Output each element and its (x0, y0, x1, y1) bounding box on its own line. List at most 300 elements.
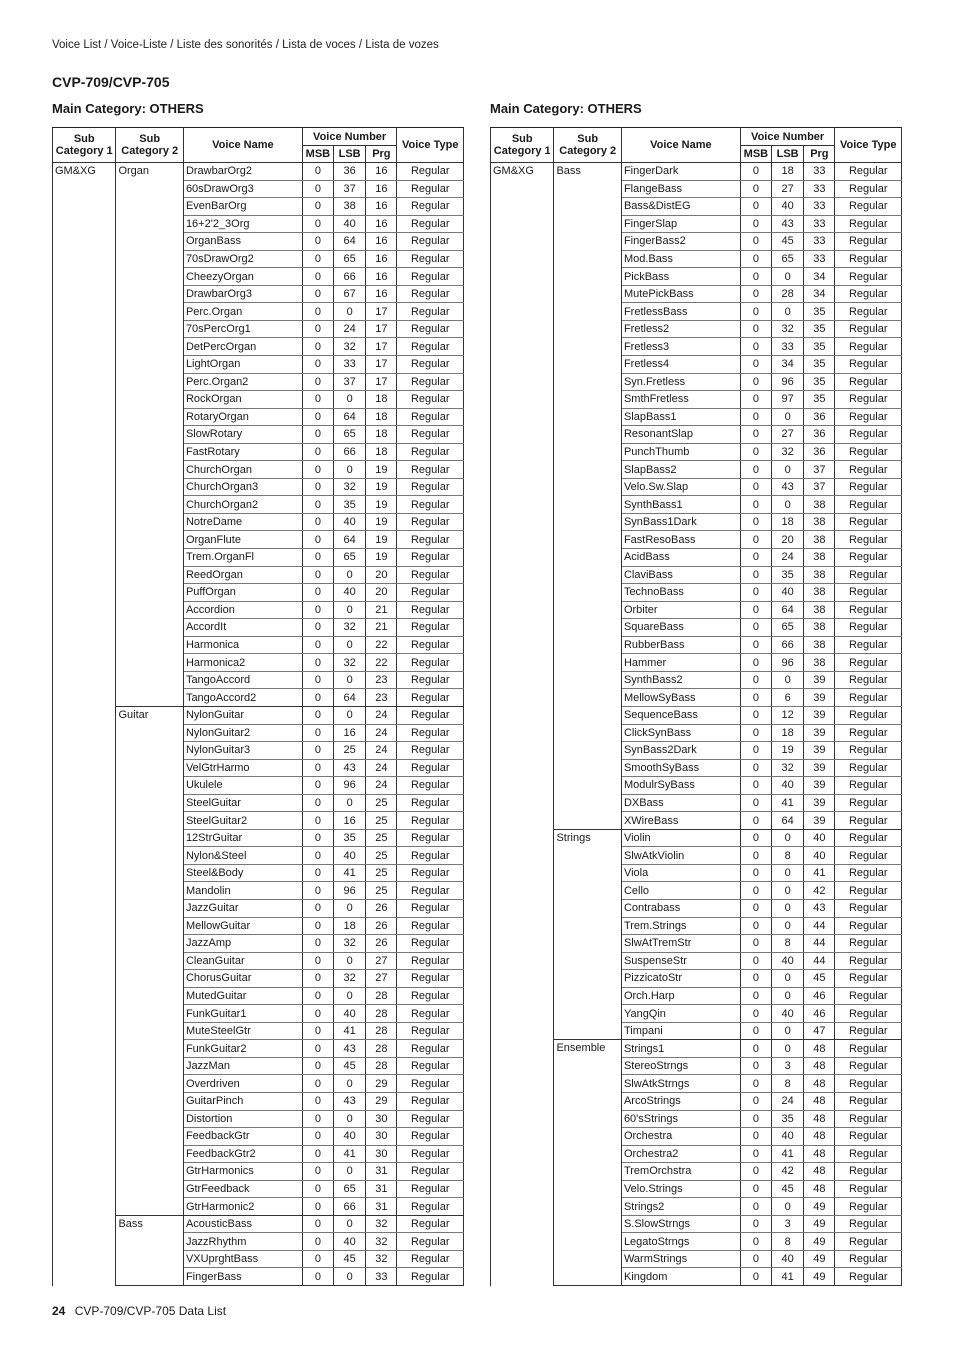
voice-type-cell: Regular (397, 812, 464, 830)
voice-name-cell: Viola (621, 864, 740, 882)
msb-cell: 0 (302, 443, 333, 461)
voice-name-cell: ChorusGuitar (183, 970, 302, 988)
prg-cell: 28 (366, 1040, 397, 1058)
voice-row (53, 163, 464, 181)
msb-cell: 0 (740, 250, 771, 268)
prg-cell: 30 (366, 1128, 397, 1146)
prg-cell: 48 (804, 1163, 835, 1181)
voice-name-cell: GuitarPinch (183, 1092, 302, 1110)
msb-cell: 0 (302, 180, 333, 198)
voice-name-cell: FretlessBass (621, 303, 740, 321)
voice-name-cell: Strings2 (621, 1198, 740, 1216)
msb-cell: 0 (302, 1215, 333, 1233)
lsb-cell: 20 (772, 531, 804, 549)
msb-cell: 0 (740, 794, 771, 812)
main-category-title-left: Main Category: OTHERS (52, 101, 204, 116)
voice-name-cell: EvenBarOrg (183, 198, 302, 216)
prg-cell: 17 (366, 338, 397, 356)
voice-type-cell: Regular (397, 1145, 464, 1163)
msb-cell: 0 (740, 759, 771, 777)
lsb-cell: 32 (334, 478, 366, 496)
lsb-cell: 0 (334, 794, 366, 812)
voice-name-cell: GtrFeedback (183, 1180, 302, 1198)
prg-cell: 46 (804, 987, 835, 1005)
prg-cell: 24 (366, 724, 397, 742)
voice-name-cell: RubberBass (621, 636, 740, 654)
prg-cell: 35 (804, 303, 835, 321)
prg-cell: 48 (804, 1092, 835, 1110)
lsb-cell: 0 (334, 391, 366, 409)
voice-type-cell: Regular (835, 1250, 902, 1268)
lsb-cell: 32 (334, 970, 366, 988)
voice-type-cell: Regular (835, 531, 902, 549)
lsb-cell: 96 (772, 654, 804, 672)
prg-cell: 35 (804, 391, 835, 409)
msb-cell: 0 (740, 163, 771, 181)
voice-name-cell: 60sDrawOrg3 (183, 180, 302, 198)
msb-cell: 0 (740, 847, 771, 865)
voice-type-cell: Regular (835, 882, 902, 900)
voice-name-cell: MuteSteelGtr (183, 1022, 302, 1040)
prg-cell: 17 (366, 373, 397, 391)
lsb-cell: 0 (772, 970, 804, 988)
msb-cell: 0 (740, 1128, 771, 1146)
prg-cell: 38 (804, 654, 835, 672)
voice-type-cell: Regular (835, 391, 902, 409)
voice-type-cell: Regular (835, 426, 902, 444)
msb-cell: 0 (302, 198, 333, 216)
voice-type-cell: Regular (835, 917, 902, 935)
lsb-cell: 19 (772, 742, 804, 760)
lsb-cell: 0 (772, 899, 804, 917)
voice-type-cell: Regular (835, 303, 902, 321)
prg-cell: 19 (366, 531, 397, 549)
prg-cell: 32 (366, 1250, 397, 1268)
voice-type-cell: Regular (397, 794, 464, 812)
lsb-cell: 0 (772, 671, 804, 689)
lsb-cell: 42 (772, 1163, 804, 1181)
header-voice-type: Voice Type (397, 128, 464, 163)
lsb-cell: 0 (334, 636, 366, 654)
msb-cell: 0 (740, 496, 771, 514)
voice-name-cell: Kingdom (621, 1268, 740, 1286)
msb-cell: 0 (302, 812, 333, 830)
voice-type-cell: Regular (835, 320, 902, 338)
voice-type-cell: Regular (397, 198, 464, 216)
msb-cell: 0 (740, 1040, 771, 1058)
voice-type-cell: Regular (397, 742, 464, 760)
msb-cell: 0 (740, 426, 771, 444)
voice-type-cell: Regular (397, 478, 464, 496)
prg-cell: 30 (366, 1110, 397, 1128)
voice-name-cell: MellowGuitar (183, 917, 302, 935)
lsb-cell: 40 (334, 215, 366, 233)
voice-type-cell: Regular (835, 356, 902, 374)
lsb-cell: 43 (334, 1092, 366, 1110)
lsb-cell: 97 (772, 391, 804, 409)
voice-type-cell: Regular (397, 443, 464, 461)
msb-cell: 0 (740, 461, 771, 479)
prg-cell: 33 (804, 250, 835, 268)
voice-name-cell: Trem.Strings (621, 917, 740, 935)
voice-name-cell: 16+2'2_3Org (183, 215, 302, 233)
msb-cell: 0 (740, 864, 771, 882)
msb-cell: 0 (302, 1040, 333, 1058)
voice-name-cell: SlwAtkViolin (621, 847, 740, 865)
voice-type-cell: Regular (835, 1145, 902, 1163)
voice-type-cell: Regular (835, 987, 902, 1005)
voice-name-cell: Violin (621, 829, 740, 847)
prg-cell: 28 (366, 1022, 397, 1040)
voice-name-cell: Steel&Body (183, 864, 302, 882)
voice-type-cell: Regular (397, 724, 464, 742)
prg-cell: 43 (804, 899, 835, 917)
voice-type-cell: Regular (397, 215, 464, 233)
prg-cell: 39 (804, 724, 835, 742)
msb-cell: 0 (740, 1022, 771, 1040)
voice-type-cell: Regular (835, 549, 902, 567)
msb-cell: 0 (740, 706, 771, 724)
voice-name-cell: MutedGuitar (183, 987, 302, 1005)
voice-type-cell: Regular (397, 1092, 464, 1110)
sub-category-2-cell: Strings (554, 829, 621, 1040)
lsb-cell: 40 (772, 1128, 804, 1146)
lsb-cell: 64 (772, 601, 804, 619)
voice-name-cell: Strings1 (621, 1040, 740, 1058)
lsb-cell: 27 (772, 180, 804, 198)
voice-name-cell: Perc.Organ2 (183, 373, 302, 391)
sub-category-2-cell: Ensemble (554, 1040, 621, 1286)
lsb-cell: 0 (772, 864, 804, 882)
lsb-cell: 32 (334, 654, 366, 672)
sub-category-1-cell: GM&XG (53, 163, 116, 1286)
msb-cell: 0 (740, 531, 771, 549)
lsb-cell: 40 (334, 1233, 366, 1251)
lsb-cell: 66 (334, 1198, 366, 1216)
voice-name-cell: TremOrchstra (621, 1163, 740, 1181)
lsb-cell: 65 (334, 549, 366, 567)
msb-cell: 0 (740, 408, 771, 426)
voice-name-cell: AcidBass (621, 549, 740, 567)
lsb-cell: 65 (334, 426, 366, 444)
prg-cell: 48 (804, 1057, 835, 1075)
prg-cell: 26 (366, 899, 397, 917)
lsb-cell: 66 (334, 443, 366, 461)
prg-cell: 39 (804, 812, 835, 830)
prg-cell: 44 (804, 952, 835, 970)
voice-name-cell: Timpani (621, 1022, 740, 1040)
voice-name-cell: Perc.Organ (183, 303, 302, 321)
msb-cell: 0 (302, 320, 333, 338)
lsb-cell: 64 (334, 233, 366, 251)
voice-type-cell: Regular (397, 882, 464, 900)
header-sub-category-1: Sub Category 1 (491, 128, 554, 163)
voice-type-cell: Regular (835, 1040, 902, 1058)
lsb-cell: 41 (772, 1268, 804, 1286)
lsb-cell: 0 (334, 1075, 366, 1093)
voice-type-cell: Regular (397, 180, 464, 198)
voice-type-cell: Regular (835, 689, 902, 707)
msb-cell: 0 (740, 636, 771, 654)
voice-name-cell: Mod.Bass (621, 250, 740, 268)
voice-type-cell: Regular (835, 285, 902, 303)
lsb-cell: 0 (334, 461, 366, 479)
voice-type-cell: Regular (397, 1198, 464, 1216)
prg-cell: 18 (366, 408, 397, 426)
header-msb: MSB (302, 146, 333, 163)
msb-cell: 0 (302, 829, 333, 847)
lsb-cell: 45 (334, 1057, 366, 1075)
msb-cell: 0 (740, 1180, 771, 1198)
msb-cell: 0 (302, 654, 333, 672)
lsb-cell: 64 (334, 408, 366, 426)
voice-type-cell: Regular (835, 215, 902, 233)
voice-name-cell: PizzicatoStr (621, 970, 740, 988)
voice-type-cell: Regular (835, 742, 902, 760)
voice-type-cell: Regular (397, 1215, 464, 1233)
msb-cell: 0 (740, 1198, 771, 1216)
voice-type-cell: Regular (835, 935, 902, 953)
voice-type-cell: Regular (835, 1005, 902, 1023)
voice-name-cell: TechnoBass (621, 584, 740, 602)
voice-type-cell: Regular (835, 864, 902, 882)
voice-type-cell: Regular (835, 478, 902, 496)
voice-name-cell: Cello (621, 882, 740, 900)
voice-name-cell: Orchestra2 (621, 1145, 740, 1163)
voice-name-cell: FeedbackGtr2 (183, 1145, 302, 1163)
lsb-cell: 35 (334, 829, 366, 847)
prg-cell: 28 (366, 1057, 397, 1075)
lsb-cell: 8 (772, 1233, 804, 1251)
prg-cell: 31 (366, 1163, 397, 1181)
voice-name-cell: Ukulele (183, 777, 302, 795)
lsb-cell: 43 (772, 215, 804, 233)
voice-type-cell: Regular (397, 373, 464, 391)
voice-type-cell: Regular (397, 513, 464, 531)
voice-name-cell: SynBass2Dark (621, 742, 740, 760)
lsb-cell: 40 (772, 584, 804, 602)
voice-name-cell: JazzMan (183, 1057, 302, 1075)
voice-name-cell: GtrHarmonics (183, 1163, 302, 1181)
prg-cell: 37 (804, 461, 835, 479)
lsb-cell: 32 (772, 443, 804, 461)
voice-name-cell: ClaviBass (621, 566, 740, 584)
lsb-cell: 65 (772, 619, 804, 637)
msb-cell: 0 (302, 671, 333, 689)
voice-name-cell: Overdriven (183, 1075, 302, 1093)
prg-cell: 18 (366, 443, 397, 461)
lsb-cell: 16 (334, 812, 366, 830)
msb-cell: 0 (302, 619, 333, 637)
voice-name-cell: Orbiter (621, 601, 740, 619)
lsb-cell: 40 (772, 198, 804, 216)
msb-cell: 0 (302, 742, 333, 760)
msb-cell: 0 (740, 812, 771, 830)
lsb-cell: 43 (334, 759, 366, 777)
voice-type-cell: Regular (397, 935, 464, 953)
voice-name-cell: VelGtrHarmo (183, 759, 302, 777)
voice-name-cell: Nylon&Steel (183, 847, 302, 865)
voice-table-right (490, 127, 902, 1286)
prg-cell: 24 (366, 742, 397, 760)
lsb-cell: 32 (772, 759, 804, 777)
prg-cell: 23 (366, 689, 397, 707)
voice-type-cell: Regular (835, 566, 902, 584)
voice-name-cell: S.SlowStrngs (621, 1215, 740, 1233)
msb-cell: 0 (740, 285, 771, 303)
voice-name-cell: WarmStrings (621, 1250, 740, 1268)
lsb-cell: 0 (772, 268, 804, 286)
lsb-cell: 33 (772, 338, 804, 356)
voice-type-cell: Regular (397, 338, 464, 356)
voice-type-cell: Regular (835, 513, 902, 531)
lsb-cell: 0 (334, 987, 366, 1005)
prg-cell: 20 (366, 566, 397, 584)
msb-cell: 0 (740, 478, 771, 496)
prg-cell: 36 (804, 408, 835, 426)
prg-cell: 26 (366, 935, 397, 953)
prg-cell: 16 (366, 180, 397, 198)
msb-cell: 0 (740, 829, 771, 847)
msb-cell: 0 (302, 1233, 333, 1251)
lsb-cell: 0 (334, 1268, 366, 1286)
voice-name-cell: SynthBass2 (621, 671, 740, 689)
voice-name-cell: RockOrgan (183, 391, 302, 409)
voice-name-cell: NotreDame (183, 513, 302, 531)
msb-cell: 0 (740, 1233, 771, 1251)
msb-cell: 0 (740, 1215, 771, 1233)
voice-name-cell: JazzRhythm (183, 1233, 302, 1251)
header-voice-name: Voice Name (183, 128, 302, 163)
prg-cell: 25 (366, 794, 397, 812)
lsb-cell: 3 (772, 1057, 804, 1075)
voice-name-cell: ReedOrgan (183, 566, 302, 584)
page-footer (52, 1304, 226, 1318)
msb-cell: 0 (302, 952, 333, 970)
msb-cell: 0 (302, 1075, 333, 1093)
voice-type-cell: Regular (397, 1110, 464, 1128)
lsb-cell: 0 (772, 303, 804, 321)
lsb-cell: 0 (334, 952, 366, 970)
voice-name-cell: FunkGuitar1 (183, 1005, 302, 1023)
msb-cell: 0 (740, 1092, 771, 1110)
lsb-cell: 3 (772, 1215, 804, 1233)
lsb-cell: 41 (334, 1022, 366, 1040)
prg-cell: 24 (366, 759, 397, 777)
voice-name-cell: Velo.Sw.Slap (621, 478, 740, 496)
voice-name-cell: SynBass1Dark (621, 513, 740, 531)
lsb-cell: 8 (772, 935, 804, 953)
msb-cell: 0 (302, 777, 333, 795)
voice-table-left (52, 127, 464, 1286)
lsb-cell: 33 (334, 356, 366, 374)
voice-type-cell: Regular (835, 1092, 902, 1110)
voice-type-cell: Regular (835, 1215, 902, 1233)
header-lsb: LSB (334, 146, 366, 163)
voice-name-cell: XWireBass (621, 812, 740, 830)
msb-cell: 0 (740, 987, 771, 1005)
voice-name-cell: Accordion (183, 601, 302, 619)
msb-cell: 0 (740, 619, 771, 637)
lsb-cell: 0 (334, 671, 366, 689)
lsb-cell: 40 (772, 952, 804, 970)
voice-type-cell: Regular (835, 1075, 902, 1093)
prg-cell: 47 (804, 1022, 835, 1040)
voice-type-cell: Regular (835, 496, 902, 514)
lsb-cell: 0 (772, 917, 804, 935)
voice-type-cell: Regular (397, 268, 464, 286)
voice-name-cell: FastRotary (183, 443, 302, 461)
voice-name-cell: YangQin (621, 1005, 740, 1023)
lsb-cell: 38 (334, 198, 366, 216)
lsb-cell: 0 (772, 461, 804, 479)
main-category-title-right: Main Category: OTHERS (490, 101, 642, 116)
lsb-cell: 0 (772, 882, 804, 900)
voice-type-cell: Regular (835, 654, 902, 672)
voice-type-cell: Regular (397, 285, 464, 303)
voice-type-cell: Regular (397, 759, 464, 777)
voice-name-cell: OrganBass (183, 233, 302, 251)
msb-cell: 0 (302, 1057, 333, 1075)
msb-cell: 0 (302, 636, 333, 654)
voice-name-cell: NylonGuitar3 (183, 742, 302, 760)
voice-type-cell: Regular (835, 829, 902, 847)
msb-cell: 0 (302, 1180, 333, 1198)
msb-cell: 0 (302, 706, 333, 724)
voice-name-cell: CleanGuitar (183, 952, 302, 970)
voice-name-cell: Orch.Harp (621, 987, 740, 1005)
lsb-cell: 45 (772, 233, 804, 251)
voice-type-cell: Regular (835, 970, 902, 988)
lsb-cell: 41 (772, 794, 804, 812)
lsb-cell: 40 (334, 1005, 366, 1023)
prg-cell: 44 (804, 917, 835, 935)
lsb-cell: 43 (334, 1040, 366, 1058)
voice-name-cell: 60'sStrings (621, 1110, 740, 1128)
voice-type-cell: Regular (397, 233, 464, 251)
voice-name-cell: StereoStrngs (621, 1057, 740, 1075)
voice-type-cell: Regular (397, 1005, 464, 1023)
voice-type-cell: Regular (835, 443, 902, 461)
voice-type-cell: Regular (397, 1268, 464, 1286)
msb-cell: 0 (740, 391, 771, 409)
lsb-cell: 0 (334, 1163, 366, 1181)
header-prg: Prg (804, 146, 835, 163)
voice-name-cell: Fretless3 (621, 338, 740, 356)
voice-name-cell: VXUprghtBass (183, 1250, 302, 1268)
msb-cell: 0 (302, 1268, 333, 1286)
voice-type-cell: Regular (835, 1198, 902, 1216)
voice-type-cell: Regular (397, 163, 464, 181)
msb-cell: 0 (302, 724, 333, 742)
voice-name-cell: FingerBass2 (621, 233, 740, 251)
lsb-cell: 28 (772, 285, 804, 303)
voice-type-cell: Regular (835, 1128, 902, 1146)
prg-cell: 33 (804, 198, 835, 216)
lsb-cell: 32 (772, 320, 804, 338)
voice-type-cell: Regular (397, 847, 464, 865)
voice-type-cell: Regular (397, 899, 464, 917)
msb-cell: 0 (740, 724, 771, 742)
prg-cell: 21 (366, 601, 397, 619)
prg-cell: 48 (804, 1110, 835, 1128)
voice-type-cell: Regular (835, 777, 902, 795)
prg-cell: 40 (804, 829, 835, 847)
voice-name-cell: SquareBass (621, 619, 740, 637)
lsb-cell: 64 (772, 812, 804, 830)
msb-cell: 0 (740, 356, 771, 374)
voice-name-cell: Hammer (621, 654, 740, 672)
